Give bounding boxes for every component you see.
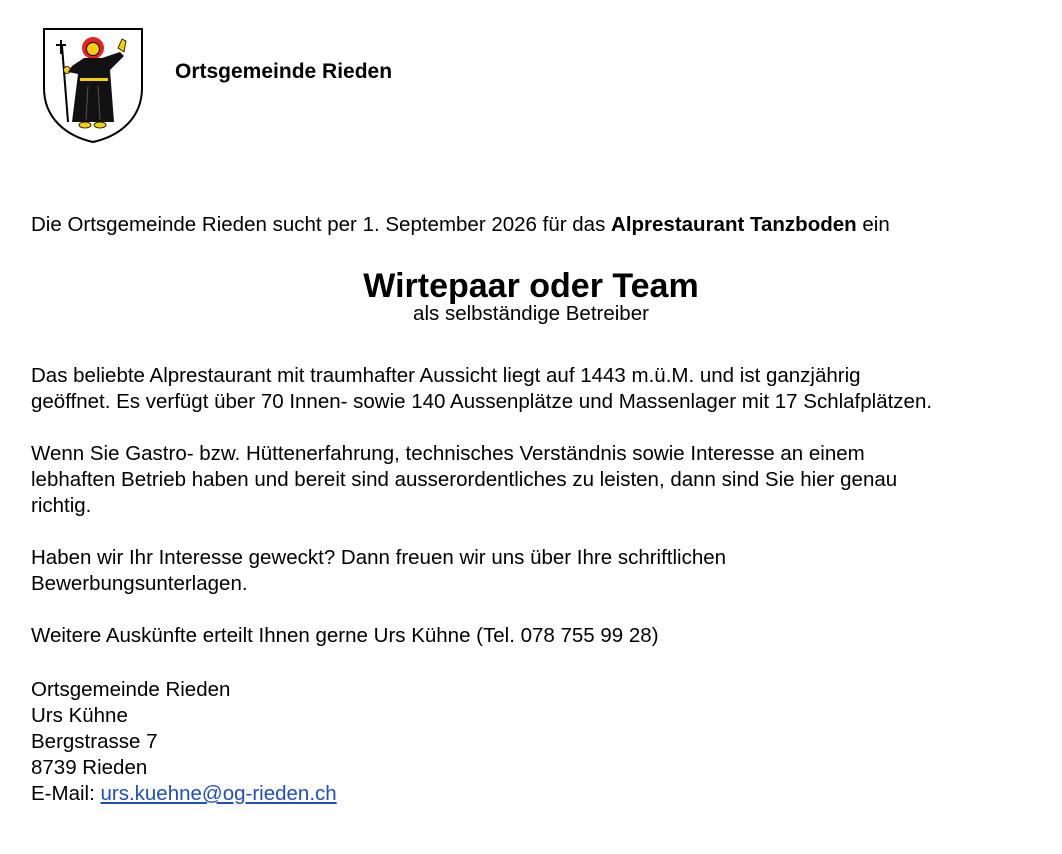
job-title: Wirtepaar oder Team xyxy=(363,267,699,305)
contact-city: 8739 Rieden xyxy=(31,756,148,779)
contact-name: Urs Kühne xyxy=(31,704,128,727)
contact-street: Bergstrasse 7 xyxy=(31,730,158,753)
job-headline xyxy=(0,264,1062,325)
coat-of-arms-icon xyxy=(40,26,146,144)
paragraph-line: Wenn Sie Gastro- bzw. Hüttenerfahrung, technisches Verständnis sowie Interesse an einem xyxy=(31,442,865,465)
job-subtitle: als selbständige Betreiber xyxy=(413,302,649,325)
paragraph-line: Haben wir Ihr Interesse geweckt? Dann freuen wir uns über Ihre schriftlichen xyxy=(31,546,727,569)
paragraph-line: Bewerbungsunterlagen. xyxy=(31,572,248,595)
email-label: E-Mail: xyxy=(31,782,101,805)
paragraph-description xyxy=(31,363,1046,415)
paragraph-line: geöffnet. Es verfügt über 70 Innen- sowie 140 Aussenplätze und Massenlager mit 17 Schlafplätzen. xyxy=(31,390,933,413)
paragraph-application xyxy=(31,545,1046,597)
paragraph-line: lebhaften Betrieb haben und bereit sind ausserordentliches zu leisten, dann sind Sie hier genau xyxy=(31,468,898,491)
org-header-title: Ortsgemeinde Rieden xyxy=(175,60,393,83)
intro-text-after: ein xyxy=(856,213,890,236)
intro-sentence xyxy=(31,212,1046,238)
paragraph-requirements xyxy=(31,441,1046,519)
restaurant-name: Alprestaurant Tanzboden xyxy=(611,213,857,236)
intro-text-before: Die Ortsgemeinde Rieden sucht per 1. September 2026 für das xyxy=(31,213,612,236)
contact-email-row xyxy=(31,781,1046,807)
paragraph-line: richtig. xyxy=(31,494,92,517)
contact-org: Ortsgemeinde Rieden xyxy=(31,678,231,701)
contact-block xyxy=(31,677,1046,807)
email-link[interactable]: urs.kuehne@og-rieden.ch xyxy=(100,782,337,805)
paragraph-info-contact xyxy=(31,623,1046,649)
paragraph-line: Das beliebte Alprestaurant mit traumhafter Aussicht liegt auf 1443 m.ü.M. und ist ganzjährig xyxy=(31,364,861,387)
paragraph-line: Weitere Auskünfte erteilt Ihnen gerne Urs Kühne (Tel. 078 755 99 28) xyxy=(31,624,659,647)
